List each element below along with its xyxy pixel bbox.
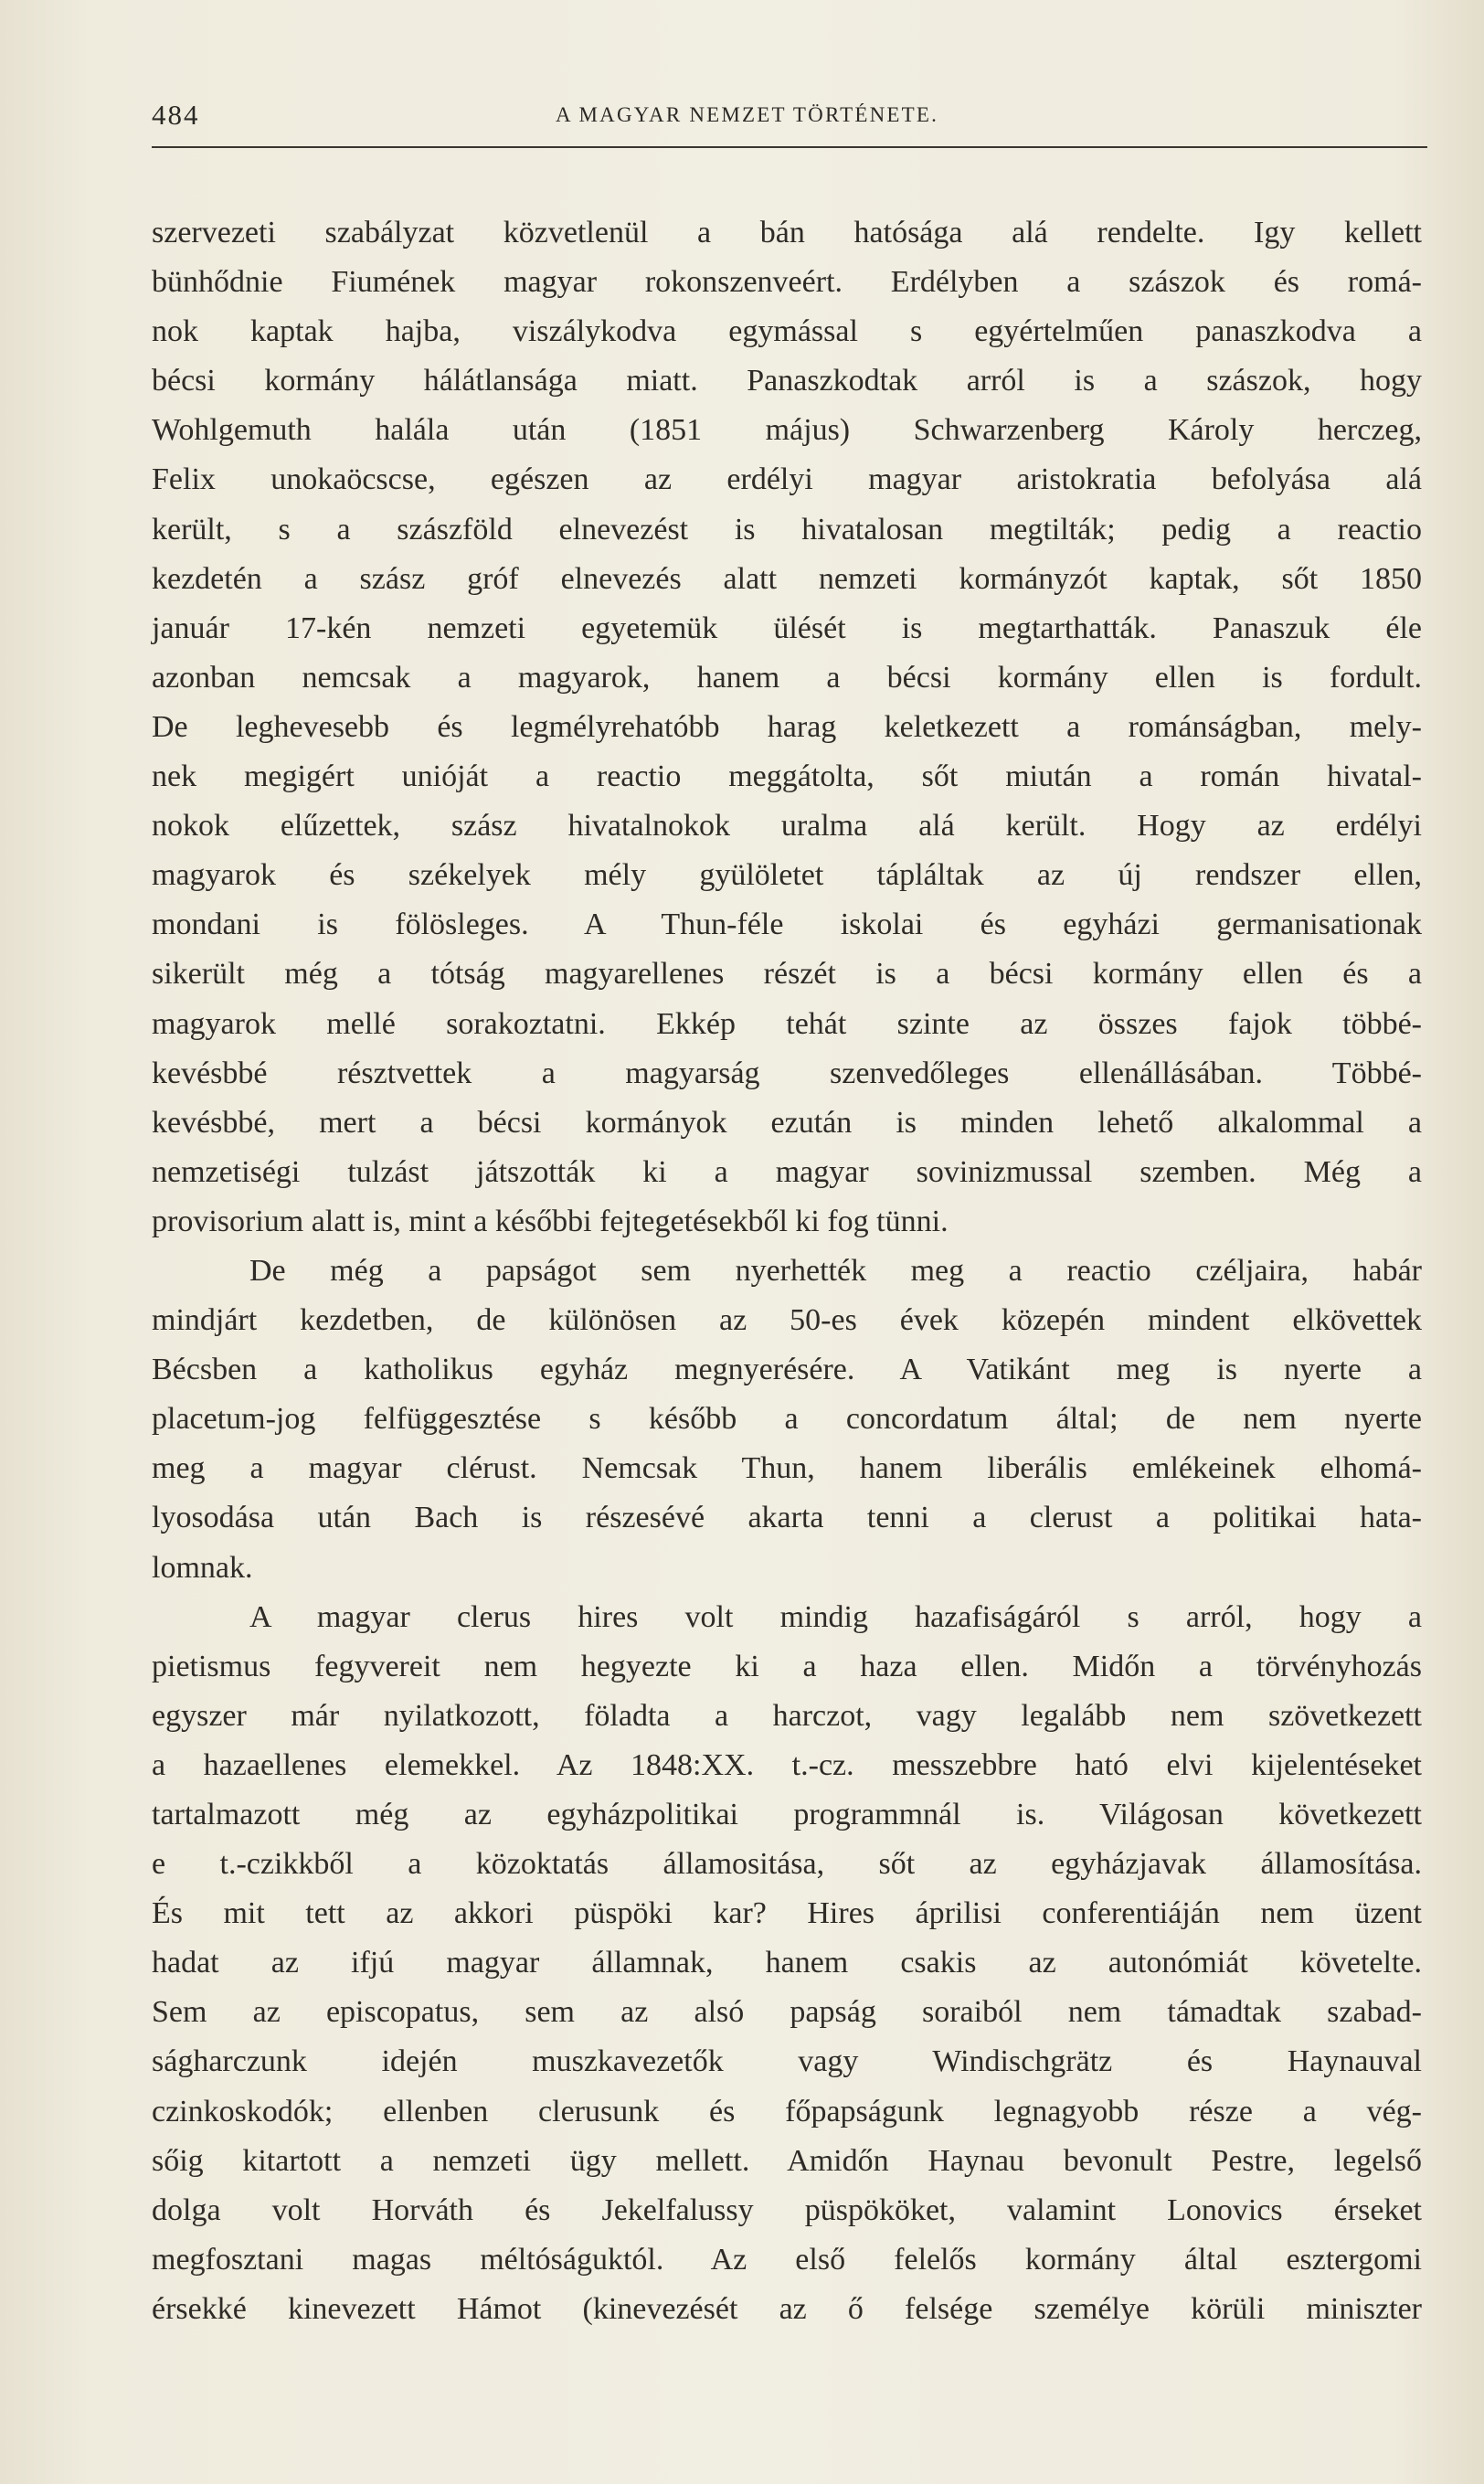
text-line: nemzetiségi tulzást játszották ki a magyar sovinizmussal szemben. Még a [152, 1154, 1422, 1189]
text-line: lyosodása után Bach is részesévé akarta tenni a clerust a politikai hata- [152, 1501, 1422, 1535]
text-line: czinkoskodók; ellenben clerusunk és főpapságunk legnagyobb része a vég- [152, 2094, 1422, 2128]
text-line: ságharczunk idején muszkavezetők vagy Windischgrätz és Haynauval [152, 2044, 1422, 2079]
text-line: Wohlgemuth halála után (1851 május) Schwarzenberg Károly herczeg, [152, 413, 1422, 448]
text-line: De még a papságot sem nyerhették meg a reactio czéljaira, habár [249, 1253, 1422, 1288]
text-line: Sem az episcopatus, sem az alsó papság soraiból nem támadtak szabad- [152, 1995, 1422, 2030]
page-number: 484 [152, 99, 200, 131]
text-line: kevésbbé résztvettek a magyarság szenvedőleges ellenállásában. Többé- [152, 1056, 1422, 1090]
page-header [152, 99, 1422, 146]
text-line: meg a magyar clérust. Nemcsak Thun, hanem liberális emlékeinek elhomá- [152, 1451, 1422, 1486]
text-line: hadat az ifjú magyar államnak, hanem csakis az autonómiát követelte. [152, 1946, 1422, 1980]
header-rule [152, 146, 1427, 148]
text-line: megfosztani magas méltóságuktól. Az első felelős kormány által esztergomi [152, 2242, 1422, 2277]
text-line: bécsi kormány hálátlansága miatt. Panaszkodtak arról is a szászok, hogy [152, 364, 1422, 398]
text-line: sikerült még a tótság magyarellenes részét is a bécsi kormány ellen és a [152, 957, 1422, 992]
text-line: került, s a szászföld elnevezést is hivatalosan megtilták; pedig a reactio [152, 512, 1422, 547]
text-line: placetum-jog felfüggesztése s később a concordatum által; de nem nyerte [152, 1402, 1422, 1437]
text-line: bünhődnie Fiumének magyar rokonszenveért. Erdélyben a szászok és romá- [152, 265, 1422, 300]
body-text [152, 208, 1422, 2334]
text-line: És mit tett az akkori püspöki kar? Hires áprilisi conferentiáján nem üzent [152, 1896, 1422, 1931]
text-line: egyszer már nyilatkozott, föladta a harczot, vagy legalább nem szövetkezett [152, 1698, 1422, 1733]
text-line: a hazaellenes elemekkel. Az 1848:XX. t.-cz. messzebbre ható elvi kijelentéseket [152, 1747, 1422, 1782]
text-line: január 17-kén nemzeti egyetemük ülését is megtarthatták. Panaszuk éle [152, 610, 1422, 645]
text-line: tartalmazott még az egyházpolitikai programmnál is. Világosan következett [152, 1798, 1422, 1831]
text-line: nokok elűzettek, szász hivatalnokok uralma alá került. Hogy az erdélyi [152, 809, 1422, 844]
text-line: magyarok és székelyek mély gyülöletet tápláltak az új rendszer ellen, [152, 858, 1422, 893]
text-line: pietismus fegyvereit nem hegyezte ki a haza ellen. Midőn a törvényhozás [152, 1649, 1422, 1683]
text-line: magyarok mellé sorakoztatni. Ekkép tehát szinte az összes fajok többé- [152, 1006, 1422, 1041]
text-line: érsekké kinevezett Hámot (kinevezését az ő felsége személye körüli miniszter [152, 2291, 1422, 2326]
text-line: dolga volt Horváth és Jekelfalussy püspököket, valamint Lonovics érseket [152, 2192, 1422, 2227]
text-line: A magyar clerus hires volt mindig hazafiságáról s arról, hogy a [249, 1599, 1422, 1634]
text-line: lomnak. [152, 1550, 253, 1585]
running-title: A MAGYAR NEMZET TÖRTÉNETE. [556, 103, 939, 126]
text-line: szervezeti szabályzat közvetlenül a bán hatósága alá rendelte. Igy kellett [152, 216, 1422, 249]
text-line: mindjárt kezdetben, de különösen az 50-es évek közepén mindent elkövettek [152, 1303, 1422, 1338]
text-line: De leghevesebb és legmélyrehatóbb harag keletkezett a románságban, mely- [152, 709, 1422, 744]
text-line: sőig kitartott a nemzeti ügy mellett. Amidőn Haynau bevonult Pestre, legelső [152, 2143, 1422, 2178]
text-line: mondani is fölösleges. A Thun-féle iskolai és egyházi germanisationak [152, 908, 1422, 942]
text-line: nek megigért unióját a reactio meggátolta, sőt miután a román hivatal- [152, 759, 1422, 794]
text-line: e t.-czikkből a közoktatás államositása, sőt az egyházjavak államosítása. [152, 1847, 1422, 1882]
text-line: nok kaptak hajba, viszálykodva egymással s egyértelműen panaszkodva a [152, 314, 1422, 349]
text-line: kevésbbé, mert a bécsi kormányok ezután is minden lehető alkalommal a [152, 1105, 1422, 1140]
text-line: provisorium alatt is, mint a későbbi fejtegetésekből ki fog tünni. [152, 1204, 949, 1238]
text-line: azonban nemcsak a magyarok, hanem a bécsi kormány ellen is fordult. [152, 660, 1422, 695]
text-line: Bécsben a katholikus egyház megnyerésére. A Vatikánt meg is nyerte a [152, 1353, 1422, 1387]
text-line: Felix unokaöcscse, egészen az erdélyi magyar aristokratia befolyása alá [152, 462, 1422, 497]
text-line: kezdetén a szász gróf elnevezés alatt nemzeti kormányzót kaptak, sőt 1850 [152, 561, 1422, 596]
